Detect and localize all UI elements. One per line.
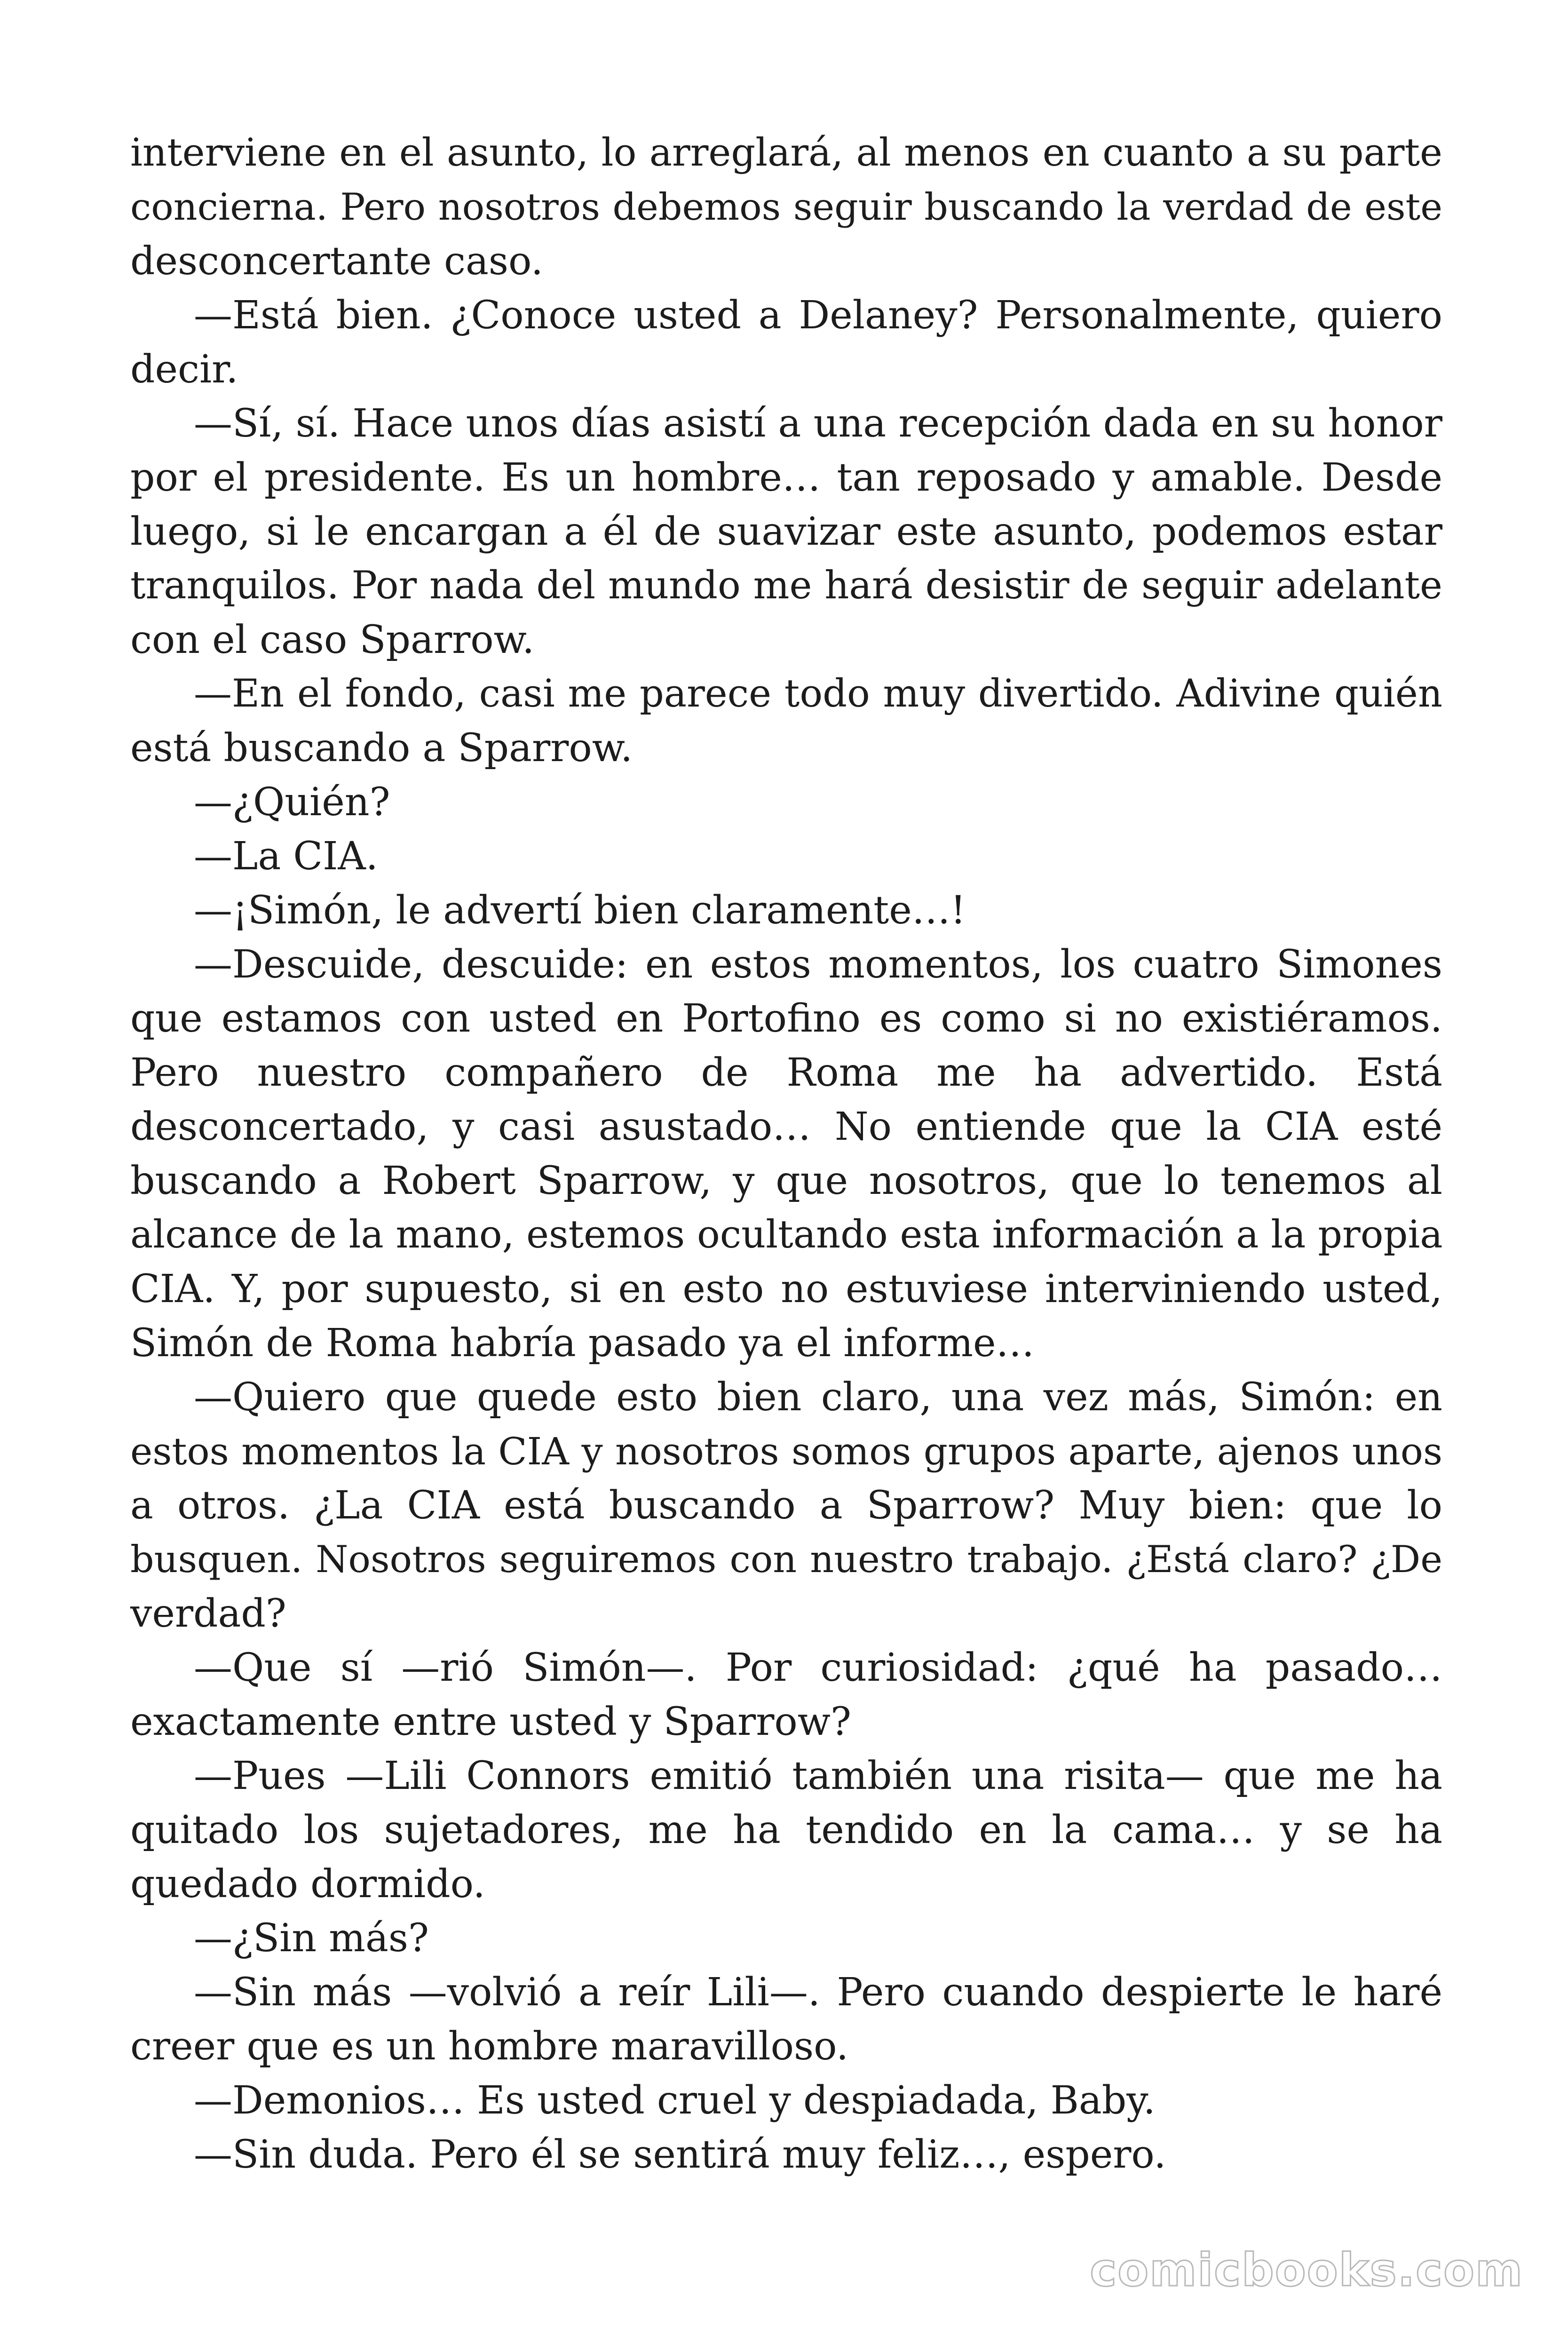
text-line: exactamente entre usted y Sparrow? [130, 1700, 851, 1744]
text-line: —Sin duda. Pero él se sentirá muy feliz…, espero. [194, 2132, 1166, 2177]
text-line: que estamos con usted en Portofino es como si no existiéramos. [130, 996, 1442, 1041]
text-line: busquen. Nosotros seguiremos con nuestro trabajo. ¿Está claro? ¿De [130, 1538, 1442, 1581]
text-line: —Descuide, descuide: en estos momentos, los cuatro Simones [194, 942, 1442, 987]
text-line: decir. [130, 347, 238, 392]
text-line: interviene en el asunto, lo arreglará, al menos en cuanto a su parte [130, 131, 1442, 175]
text-line: quedado dormido. [130, 1862, 485, 1907]
page-body-text [130, 126, 1442, 2182]
text-line: —¡Simón, le advertí bien claramente…! [194, 888, 966, 933]
text-line: —¿Quién? [194, 780, 390, 825]
text-line: —En el fondo, casi me parece todo muy divertido. Adivine quién [194, 672, 1442, 716]
text-line: desconcertante caso. [130, 239, 543, 284]
text-line: Simón de Roma habría pasado ya el informe… [130, 1321, 1035, 1366]
text-line: —Que sí —rió Simón—. Por curiosidad: ¿qué ha pasado… [194, 1645, 1442, 1690]
text-line: desconcertado, y casi asustado… No entiende que la CIA esté [130, 1104, 1442, 1149]
text-line: creer que es un hombre maravilloso. [130, 2024, 849, 2069]
text-line: tranquilos. Por nada del mundo me hará desistir de seguir adelante [130, 564, 1442, 608]
text-line: —Está bien. ¿Conoce usted a Delaney? Personalmente, quiero [194, 293, 1442, 338]
text-line: luego, si le encargan a él de suavizar este asunto, podemos estar [130, 509, 1442, 554]
text-line: está buscando a Sparrow. [130, 726, 633, 771]
text-line: verdad? [130, 1591, 286, 1636]
text-line: buscando a Robert Sparrow, y que nosotros, que lo tenemos al [130, 1159, 1442, 1203]
text-line: —Demonios… Es usted cruel y despiadada, Baby. [194, 2078, 1156, 2123]
text-line: —Quiero que quede esto bien claro, una vez más, Simón: en [194, 1375, 1442, 1420]
text-line: a otros. ¿La CIA está buscando a Sparrow? Muy bien: que lo [130, 1483, 1442, 1528]
text-line: alcance de la mano, estemos ocultando esta información a la propia [130, 1213, 1443, 1257]
site-watermark: comicbooks.com [1090, 2244, 1523, 2296]
text-line: por el presidente. Es un hombre… tan reposado y amable. Desde [130, 455, 1442, 500]
text-line: CIA. Y, por supuesto, si en esto no estuviese interviniendo usted, [130, 1267, 1442, 1311]
text-line: estos momentos la CIA y nosotros somos grupos aparte, ajenos unos [130, 1430, 1442, 1473]
text-line: —¿Sin más? [194, 1916, 429, 1961]
text-line: con el caso Sparrow. [130, 618, 535, 662]
text-line: —Sin más —volvió a reír Lili—. Pero cuando despierte le haré [194, 1970, 1442, 2015]
text-line: concierna. Pero nosotros debemos seguir buscando la verdad de este [130, 185, 1442, 229]
text-line: Pero nuestro compañero de Roma me ha advertido. Está [130, 1050, 1442, 1095]
text-line: —La CIA. [194, 834, 378, 879]
text-line: quitado los sujetadores, me ha tendido en la cama… y se ha [130, 1808, 1442, 1852]
text-line: —Sí, sí. Hace unos días asistí a una recepción dada en su honor [194, 401, 1442, 446]
text-line: —Pues —Lili Connors emitió también una risita— que me ha [194, 1754, 1442, 1798]
